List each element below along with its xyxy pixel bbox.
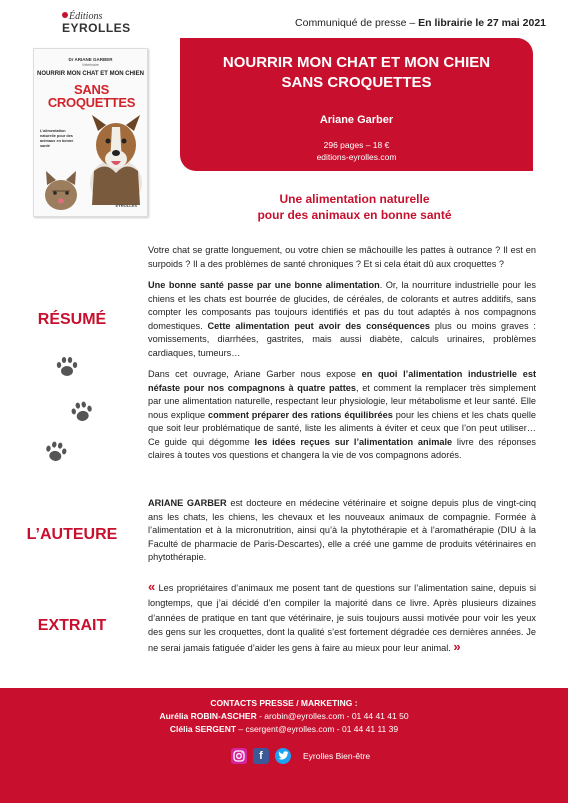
press-release-line [295, 17, 546, 29]
extrait-text [148, 580, 536, 664]
close-quote-icon: » [453, 639, 461, 655]
book-cover [33, 48, 148, 217]
subtitle-line2: pour des animaux en bonne santé [257, 208, 452, 222]
section-auteure-label: L’AUTEURE [26, 526, 118, 543]
cover-publisher: EYROLLES [115, 203, 137, 208]
resume-p3-bold-3: les idées reçues sur l’alimentation animale [254, 436, 453, 447]
contact-1 [0, 711, 568, 721]
section-resume-label: RÉSUMÉ [37, 311, 107, 328]
book-meta [180, 139, 533, 163]
twitter-icon[interactable] [275, 748, 291, 764]
subtitle [178, 191, 531, 223]
book-author: Ariane Garber [319, 114, 394, 126]
resume-p2-bold-1: Une bonne santé passe par une bonne alimentation [148, 280, 380, 290]
resume-p3-text-4: livre des réponses claires à toutes vos questions et changera la vie de vos compagnons adorés. [148, 436, 536, 460]
author-name: ARIANE GARBER [148, 498, 227, 508]
contact-2-name: Clélia SERGENT [169, 724, 237, 734]
contacts-heading: CONTACTS PRESSE / MARKETING : [210, 698, 358, 708]
resume-p3-bold-2: comment préparer des rations équilibrées [208, 409, 393, 420]
resume-paragraph-2 [148, 279, 536, 360]
cat-illustration [42, 171, 80, 211]
resume-p3-text-2: , et comment la remplacer très simplement par une alimentation naturelle, respectant leur physiologie, leur métabolisme et leur santé. Elle nous explique [148, 382, 536, 420]
book-title [180, 53, 533, 93]
resume-paragraph-1: Votre chat se gratte longuement, ou votre chien se mâchouille les pattes à outrance ? Il est en surpoids ? Il a des problèmes de santé chroniques ? Et si cela était dû aux croquettes ? [148, 245, 536, 269]
cover-big-title: SANS CROQUETTES [47, 82, 136, 110]
logo-name: EYROLLES [62, 21, 131, 35]
resume-p3-bold-1: en quoi l’alimentation industrielle est néfaste pour nos compagnons à quatre pattes [148, 369, 537, 393]
contact-2-details[interactable]: – csergent@eyrolles.com - 01 44 41 11 39 [236, 724, 399, 734]
resume-p2-text-2: plus ou moins graves : vomissements, diarrhées, gastrites, mais aussi diabète, calculs urinaires, problèmes cardiaques, tumeurs… [148, 320, 536, 358]
dog-illustration [86, 113, 146, 205]
resume-p3-text-1: Dans cet ouvrage, Ariane Garber nous expose [148, 369, 362, 379]
contact-2 [0, 724, 568, 734]
logo-dot-icon [62, 12, 68, 18]
pages-price: 296 pages – 18 € [323, 140, 390, 150]
paw-icon [70, 400, 94, 424]
author-bio: est docteure en médecine vétérinaire et soigne depuis plus de vingt-cinq ans les chats, les chiens, les chevaux et les nouveaux animaux de compagnie. Formée à l’alimentation et à la micronutrition, ainsi qu’à la phytothérapie et à l’aromathérapie (DIU à la Faculté de pharmacie de Paris-Descartes), elle a créé une gamme de produits vétérinaires en phytothérapie. [148, 498, 536, 562]
logo-prefix: Éditions [69, 11, 103, 22]
resume-text [148, 244, 536, 471]
paw-icon [55, 355, 79, 379]
release-date: En librairie le 27 mai 2021 [418, 17, 546, 29]
social-handle: Eyrolles Bien-être [303, 751, 371, 761]
subtitle-line1: Une alimentation naturelle [279, 192, 430, 206]
resume-p3-text-3: pour les chiens et les chats quelle que soit leur problématique de santé, liste les aliments à éviter et ceux que l’on peut utiliser… Ce guide qui dégomme [148, 409, 536, 447]
title-box [180, 38, 533, 171]
contact-1-name: Aurélia ROBIN-ASCHER [159, 711, 257, 721]
cover-title: NOURRIR MON CHAT ET MON CHIEN [37, 71, 144, 77]
auteure-text [148, 497, 536, 573]
contact-1-details[interactable]: - arobin@eyrolles.com - 01 44 41 41 50 [256, 711, 409, 721]
book-title-line1: NOURRIR MON CHAT ET MON CHIEN [222, 54, 491, 71]
resume-p2-text-1: . Or, la nourriture industrielle pour les chiens et les chats est bourrée de glucides, de céréales, de colorants et autres additifs, sans compter les composants pas toujours identifiés et pas du tout adaptés à nos compagnons domestiques. [148, 280, 536, 331]
book-title-line2: SANS CROQUETTES [281, 74, 432, 91]
eyrolles-logo [62, 12, 131, 34]
open-quote-icon: « [148, 579, 156, 594]
cover-description: L'alimentation naturelle pour des animaux en bonne santé [40, 129, 74, 148]
social-links [231, 747, 370, 765]
cover-author: Dr ARIANE GARBER [68, 57, 113, 62]
paw-icon [44, 440, 68, 464]
extrait-quote: Les propriétaires d’animaux me posent tant de questions sur l’alimentation saine, depuis si longtemps, que j’ai décidé d’en compiler la majorité dans ce livre. Après plusieurs dizaines d’années de pratique en tant que vétérinaire, je suis toujours aussi motivée pour voir les yeux des gens sur les croquettes, dont la qualité s’est fortement dégradée ces dernières années. Je ne serai jamais fatiguée d’aider les gens à faire au mieux pour leur animal. [148, 583, 536, 654]
section-extrait-label: EXTRAIT [37, 617, 107, 634]
resume-paragraph-3 [148, 368, 536, 463]
instagram-icon[interactable] [231, 748, 247, 764]
resume-p2-bold-2: Cette alimentation peut avoir des conséquences [207, 320, 430, 331]
cover-role: Vétérinaire [82, 63, 99, 67]
facebook-icon[interactable]: f [253, 748, 269, 764]
press-text: Communiqué de presse – [295, 17, 419, 29]
footer-contacts [0, 688, 568, 803]
website-link[interactable]: editions-eyrolles.com [316, 152, 397, 162]
